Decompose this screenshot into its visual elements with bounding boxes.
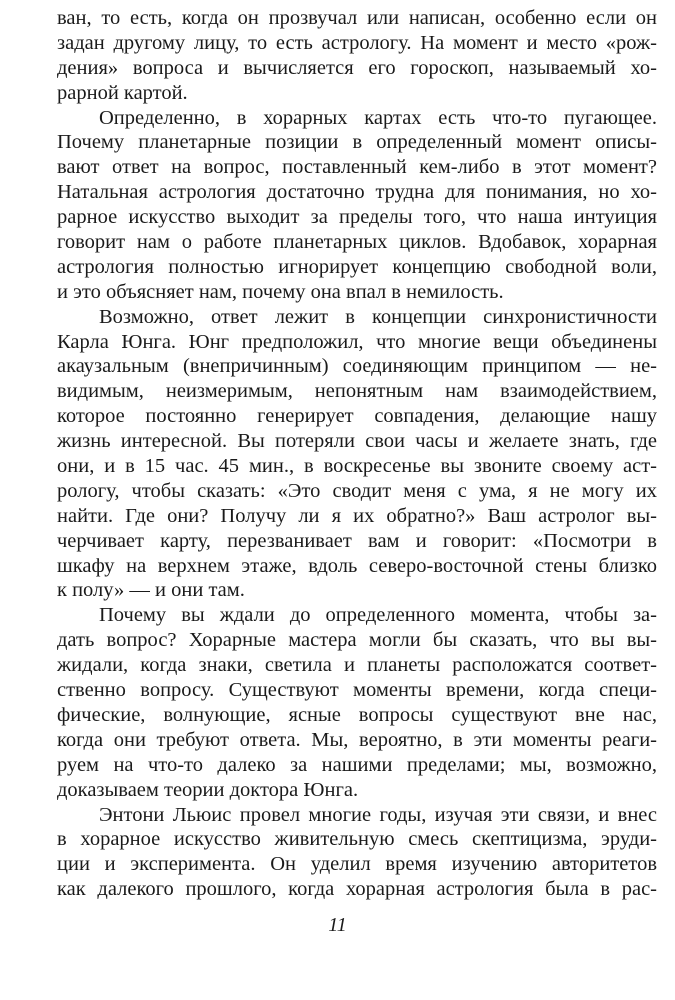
text-line: Натальная астрология достаточно трудна для понимания, но хо- bbox=[57, 181, 657, 204]
text-line: Определенно, в хорарных картах есть что-то пугающее. bbox=[99, 106, 657, 129]
text-line: ственно вопросу. Существуют моменты времени, когда специ- bbox=[57, 679, 657, 702]
text-line: астрология полностью игнорирует концепцию свободной воли, bbox=[57, 255, 657, 278]
text-line: рологу, чтобы сказать: «Это сводит меня с ума, я не могу их bbox=[57, 479, 657, 502]
paragraph bbox=[57, 106, 657, 305]
text-line: к полу» — и они там. bbox=[57, 579, 245, 602]
text-line: Почему вы ждали до определенного момента, чтобы за- bbox=[99, 604, 657, 627]
text-line: Почему планетарные позиции в определенный момент описы- bbox=[57, 131, 657, 154]
body-text bbox=[57, 6, 657, 902]
text-line: жидали, когда знаки, светила и планеты расположатся соответ- bbox=[57, 654, 657, 677]
text-line: акаузальным (внепричинным) соединяющим принципом — не- bbox=[57, 355, 657, 378]
text-line: рарное искусство выходит за пределы того, что наша интуиция bbox=[57, 206, 657, 229]
text-line: дать вопрос? Хорарные мастера могли бы сказать, что вы вы- bbox=[57, 629, 657, 652]
text-line: Карла Юнга. Юнг предположил, что многие вещи объединены bbox=[57, 330, 657, 353]
paragraph bbox=[57, 305, 657, 604]
text-line: дения» вопроса и вычисляется его гороскоп, называемый хо- bbox=[57, 56, 657, 79]
text-line: они, и в 15 час. 45 мин., в воскресенье вы звоните своему аст- bbox=[57, 455, 657, 478]
text-line: жизнь интересной. Вы потеряли свои часы и желаете знать, где bbox=[57, 430, 657, 453]
text-line: найти. Где они? Получу ли я их обратно?» Ваш астролог вы- bbox=[57, 504, 657, 527]
text-line: доказываем теории доктора Юнга. bbox=[57, 778, 359, 801]
text-line: говорит нам о работе планетарных циклов. Вдобавок, хорарная bbox=[57, 231, 657, 254]
paragraph bbox=[57, 803, 657, 903]
text-line: когда они требуют ответа. Мы, вероятно, в эти моменты реаги- bbox=[57, 728, 657, 751]
text-line: ции и эксперимента. Он уделил время изучению авторитетов bbox=[57, 853, 657, 876]
text-line: видимым, неизмеримым, непонятным нам взаимодействием, bbox=[57, 380, 657, 403]
paragraph bbox=[57, 6, 657, 106]
text-line: рарной картой. bbox=[57, 81, 188, 104]
text-line: руем на что-то далеко за нашими пределами; мы, возможно, bbox=[57, 753, 657, 776]
text-line: фические, волнующие, ясные вопросы существуют вне нас, bbox=[57, 703, 657, 726]
text-line: шкафу на верхнем этаже, вдоль северо-восточной стены близко bbox=[57, 554, 657, 577]
text-line: в хорарное искусство живительную смесь скептицизма, эруди- bbox=[57, 828, 657, 851]
text-line: ван, то есть, когда он прозвучал или написан, особенно если он bbox=[57, 7, 657, 29]
text-line: которое постоянно генерирует совпадения, делающие нашу bbox=[57, 405, 657, 428]
text-line: как далекого прошлого, когда хорарная астрология была в рас- bbox=[57, 878, 657, 901]
text-line: черчивает карту, перезванивает вам и говорит: «Посмотри в bbox=[57, 529, 657, 552]
text-line: Энтони Льюис провел многие годы, изучая эти связи, и внес bbox=[99, 803, 657, 826]
text-line: задан другому лицу, то есть астрологу. На момент и место «рож- bbox=[57, 31, 657, 54]
text-line: вают ответ на вопрос, поставленный кем-либо в этот момент? bbox=[57, 156, 657, 179]
paragraph bbox=[57, 603, 657, 802]
text-line: и это объясняет нам, почему она впал в немилость. bbox=[57, 280, 504, 303]
page-number: 11 bbox=[328, 914, 347, 936]
text-line: Возможно, ответ лежит в концепции синхронистичности bbox=[99, 305, 657, 328]
